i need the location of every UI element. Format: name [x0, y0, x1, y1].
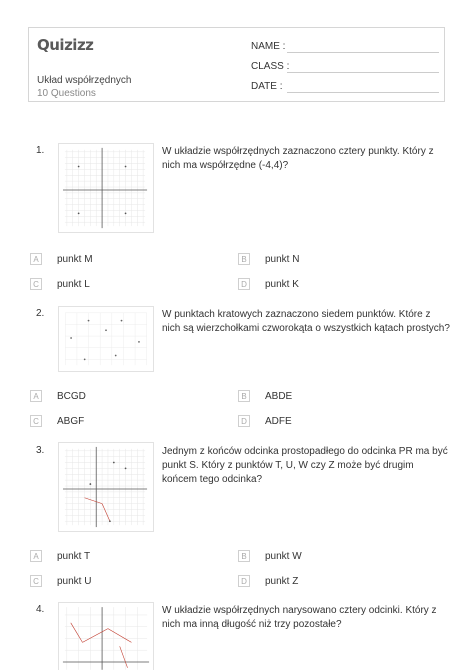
question-text: Jednym z końców odcinka prostopadłego do odcinka PR ma być punkt S. Który z punktów T, U, W czy Z może być drugim końcem tego odcinka?	[162, 446, 448, 485]
date-label: DATE :	[251, 81, 283, 92]
option-b-text[interactable]: punkt W	[265, 551, 302, 562]
option-b-letter[interactable]: B	[238, 390, 250, 402]
name-label: NAME :	[251, 41, 286, 52]
option-d-letter[interactable]: D	[238, 415, 250, 427]
worksheet-title: Układ współrzędnych	[37, 75, 132, 86]
date-field[interactable]	[287, 92, 439, 93]
question-number: 3.	[36, 445, 45, 456]
question-image	[58, 602, 154, 670]
question-number: 1.	[36, 145, 45, 156]
option-d-letter[interactable]: D	[238, 278, 250, 290]
option-c-text[interactable]: punkt L	[57, 279, 90, 290]
quizizz-logo: Quizizz	[37, 36, 94, 54]
option-c-letter[interactable]: C	[30, 575, 42, 587]
question-count: 10 Questions	[37, 88, 96, 99]
perpendicular-segments-graphic	[59, 443, 153, 531]
coordinate-grid-graphic	[59, 144, 153, 232]
question-text: W układzie współrzędnych narysowano cztery odcinki. Który z nich ma inną długość niż trzy pozostałe?	[162, 605, 437, 630]
option-a-text[interactable]: punkt M	[57, 254, 93, 265]
option-a-letter[interactable]: A	[30, 390, 42, 402]
question-image	[58, 306, 154, 372]
lattice-points-graphic	[59, 307, 153, 371]
option-c-letter[interactable]: C	[30, 278, 42, 290]
option-b-letter[interactable]: B	[238, 253, 250, 265]
option-c-text[interactable]: punkt U	[57, 576, 92, 587]
question-number: 2.	[36, 308, 45, 319]
class-field[interactable]	[287, 72, 439, 73]
option-a-letter[interactable]: A	[30, 253, 42, 265]
option-a-text[interactable]: BCGD	[57, 391, 86, 402]
worksheet-header	[28, 27, 445, 102]
option-d-text[interactable]: ADFE	[265, 416, 292, 427]
question-number: 4.	[36, 604, 45, 615]
option-d-text[interactable]: punkt K	[265, 279, 299, 290]
question-image	[58, 143, 154, 233]
option-c-text[interactable]: ABGF	[57, 416, 85, 427]
option-c-letter[interactable]: C	[30, 415, 42, 427]
segments-graphic	[59, 603, 153, 670]
question-text: W punktach kratowych zaznaczono siedem punktów. Które z nich są wierzchołkami czworokąta o wszystkich kątach prostych?	[162, 309, 450, 334]
option-d-letter[interactable]: D	[238, 575, 250, 587]
option-d-text[interactable]: punkt Z	[265, 576, 299, 587]
class-label: CLASS :	[251, 61, 290, 72]
name-field[interactable]	[287, 52, 439, 53]
option-a-letter[interactable]: A	[30, 550, 42, 562]
option-a-text[interactable]: punkt T	[57, 551, 91, 562]
option-b-text[interactable]: punkt N	[265, 254, 300, 265]
option-b-letter[interactable]: B	[238, 550, 250, 562]
option-b-text[interactable]: ABDE	[265, 391, 293, 402]
question-image	[58, 442, 154, 532]
question-text: W układzie współrzędnych zaznaczono cztery punkty. Który z nich ma współrzędne (-4,4)?	[162, 146, 434, 171]
